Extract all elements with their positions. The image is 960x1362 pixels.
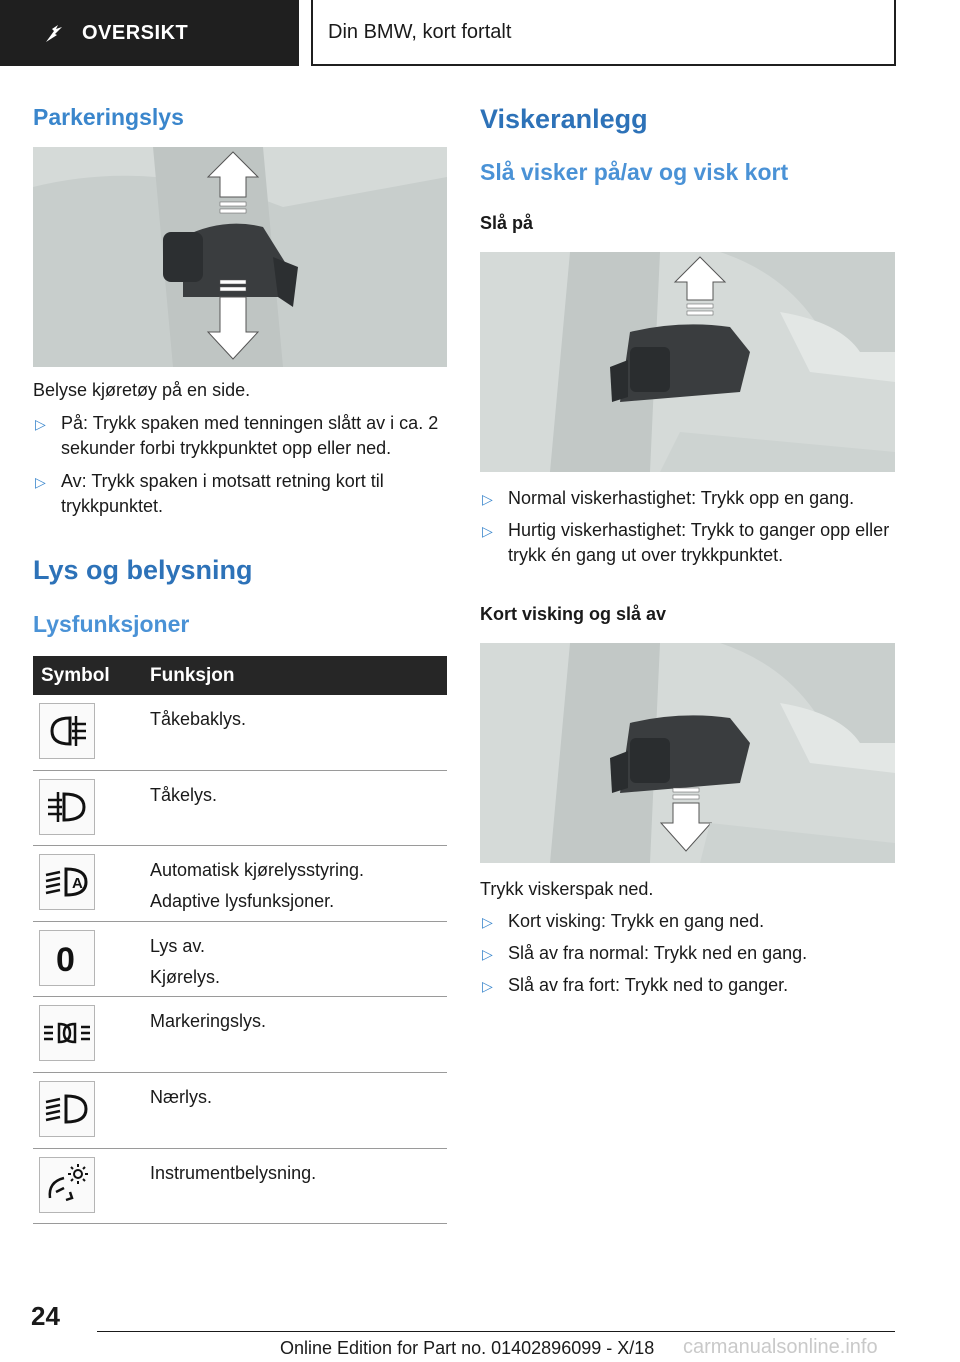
- light-functions-table: [33, 656, 447, 1224]
- table-row: [33, 1149, 447, 1225]
- front-fog-light-icon: [39, 779, 95, 835]
- bullet-triangle-icon: ▷: [482, 914, 493, 930]
- off-fast-bullet: ▷ Slå av fra fort: Trykk ned to ganger.: [480, 973, 900, 998]
- section-title-text: Din BMW, kort fortalt: [328, 20, 512, 43]
- svg-text:0: 0: [56, 940, 75, 979]
- table-row: [33, 846, 447, 922]
- lights-heading: Lys og belysning: [33, 555, 253, 585]
- bullet-triangle-icon: ▷: [35, 416, 46, 432]
- automatic-headlight-icon: [39, 854, 95, 910]
- rear-fog-light-icon: [39, 703, 95, 759]
- parking-intro: Belyse kjøretøy på en side.: [33, 380, 251, 400]
- function-text: Lys av. Kjørelys.: [150, 935, 221, 987]
- function-text: Nærlys.: [150, 1086, 212, 1107]
- bullet-triangle-icon: ▷: [482, 523, 493, 539]
- table-header: [33, 656, 447, 695]
- parking-light-heading: Parkeringslys: [33, 104, 184, 130]
- svg-text:A: A: [72, 875, 83, 893]
- overview-tab-label: OVERSIKT: [82, 21, 189, 44]
- section-title: [311, 0, 896, 66]
- header-symbol: Symbol: [41, 664, 110, 686]
- brief-wipe-heading: Kort visking og slå av: [480, 604, 667, 624]
- header-function: Funksjon: [150, 664, 235, 686]
- function-text: Tåkelys.: [150, 784, 218, 805]
- table-row: [33, 997, 447, 1073]
- bullet-triangle-icon: ▷: [482, 491, 493, 507]
- parking-bullet-on: ▷ På: Trykk spaken med tenningen slått av i ca. 2 sekunder forbi trykkpunktet opp eller ned.: [35, 413, 439, 458]
- overview-tab[interactable]: [0, 0, 299, 66]
- function-text: Tåkebaklys.: [150, 709, 247, 729]
- off-normal-bullet: ▷ Slå av fra normal: Trykk ned en gang.: [480, 941, 900, 966]
- lights-off-icon: [39, 930, 95, 986]
- wiper-fast-bullet: ▷ Hurtig viskerhastighet: Trykk to ganger opp eller trykk én gang ut over trykkpunktet.: [482, 520, 890, 565]
- wiper-normal-bullet: ▷ Normal viskerhastighet: Trykk opp en gang.: [480, 486, 900, 511]
- function-text: Markeringslys.: [150, 1011, 267, 1032]
- bullet-triangle-icon: ▷: [482, 978, 493, 994]
- table-row: [33, 695, 447, 771]
- watermark: carmanualsonline.info: [683, 1336, 878, 1358]
- light-functions-heading: Lysfunksjoner: [33, 611, 190, 637]
- table-row: [33, 1073, 447, 1149]
- switch-on-heading: Slå på: [480, 213, 534, 233]
- star-icon: [42, 20, 68, 46]
- wiper-up-illustration: [480, 252, 895, 472]
- footer-divider: [97, 1331, 895, 1332]
- parking-light-icon: [39, 1005, 95, 1061]
- edition-text: Online Edition for Part no. 01402896099 - X/18: [280, 1338, 655, 1358]
- wiper-subheading: Slå visker på/av og visk kort: [480, 159, 789, 185]
- function-text: Automatisk kjørelysstyring. Adaptive lysfunksjoner.: [150, 860, 365, 912]
- table-row: [33, 771, 447, 847]
- brief-intro: Trykk viskerspak ned.: [480, 879, 654, 899]
- parking-bullet-off: ▷ Av: Trykk spaken i motsatt retning kort til trykkpunktet.: [35, 471, 384, 516]
- bullet-triangle-icon: ▷: [35, 474, 46, 490]
- wiper-heading: Viskeranlegg: [480, 104, 648, 134]
- page-number: 24: [31, 1301, 60, 1331]
- low-beam-icon: [39, 1081, 95, 1137]
- wiper-down-illustration: [480, 643, 895, 863]
- table-row: [33, 922, 447, 998]
- bullet-triangle-icon: ▷: [482, 946, 493, 962]
- parking-light-illustration: [33, 147, 447, 367]
- instrument-lighting-icon: [39, 1157, 95, 1213]
- brief-wipe-bullet: ▷ Kort visking: Trykk en gang ned.: [480, 909, 900, 934]
- function-text: Instrumentbelysning.: [150, 1162, 317, 1183]
